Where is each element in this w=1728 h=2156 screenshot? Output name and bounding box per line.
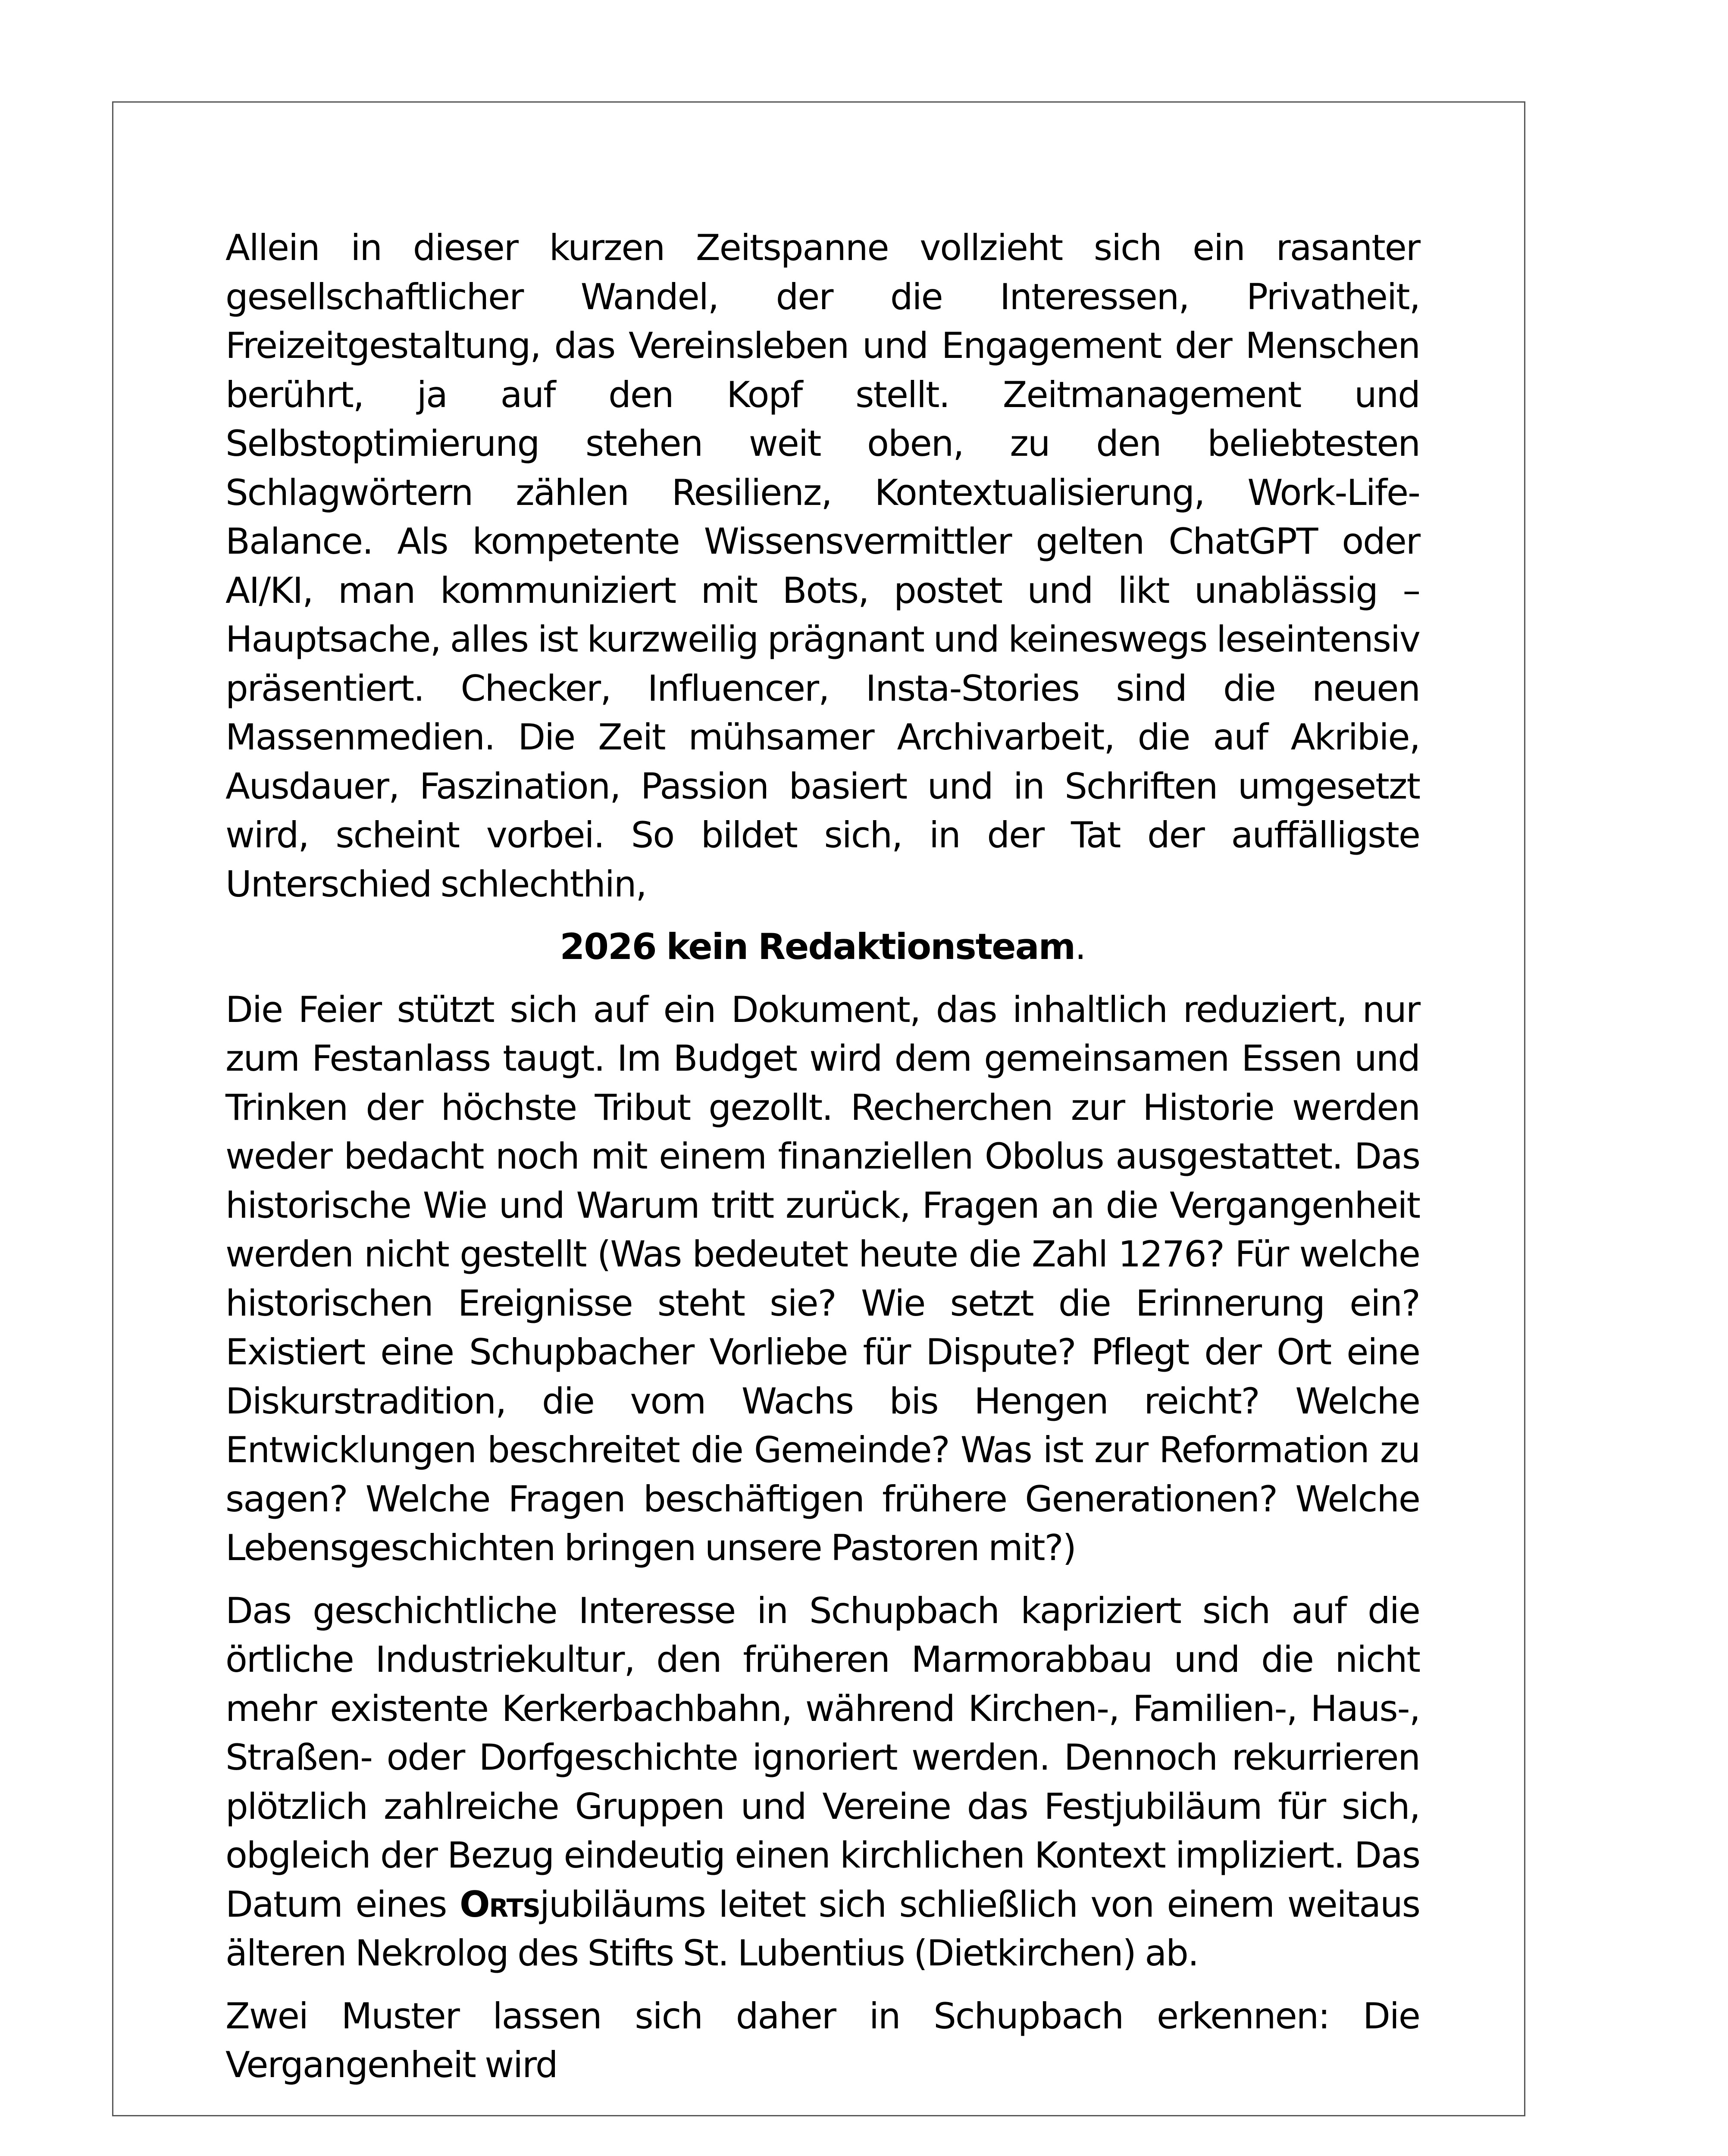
paragraph-3-start: Das geschichtliche Interesse in Schupbach kapriziert sich auf die örtliche Industriekultur, den früheren Marmorabbau und die nicht mehr existente Kerkerbachbahn, während Kirchen-, Familien-, Haus-, Straßen- oder Dorfgeschichte ignoriert werden. Dennoch rekurrieren plötzlich zahlreiche Gruppen und Vereine das Festjubiläum für sich, obgleich der Bezug eindeutig einen kirchlichen Kontext impliziert. Das Datum eines <box>225 1589 1420 1925</box>
paragraph-3-end: jubiläums leitet sich schließlich von einem weitaus älteren Nekrolog des Stifts St. Lubentius (Dietkirchen) ab. <box>225 1883 1420 1974</box>
paragraph-1: Allein in dieser kurzen Zeitspanne vollzieht sich ein rasanter gesellschaftlicher Wandel, der die Interessen, Privatheit, Freizeitgestaltung, das Vereinsleben und Engagement der Menschen berührt, ja auf den Kopf stellt. Zeitmanagement und Selbstoptimierung stehen weit oben, zu den beliebtesten Schlagwörtern zählen Resilienz, Kontextualisierung, Work-Life-Balance. Als kompetente Wissensvermittler gelten ChatGPT oder AI/KI, man kommuniziert mit Bots, postet und likt unablässig – Hauptsache, alles ist kurzweilig prägnant und keineswegs leseintensiv präsentiert. Checker, Influencer, Insta-Stories sind die neuen Massenmedien. Die Zeit mühsamer Archivarbeit, die auf Akribie, Ausdauer, Faszination, Passion basiert und in Schriften umgesetzt wird, scheint vorbei. So bildet sich, in der Tat der auffälligste Unterschied schlechthin, <box>225 227 1420 905</box>
paragraph-4: Zwei Muster lassen sich daher in Schupbach erkennen: Die Vergangenheit wird <box>225 1995 1420 2086</box>
highlight-period: . <box>1075 926 1086 968</box>
highlight-line <box>225 922 1420 971</box>
document-body <box>225 223 1420 2090</box>
paragraph-2: Die Feier stützt sich auf ein Dokument, das inhaltlich reduziert, nur zum Festanlass taugt. Im Budget wird dem gemeinsamen Essen und Trinken der höchste Tribut gezollt. Recherchen zur Historie werden weder bedacht noch mit einem finanziellen Obolus ausgestattet. Das historische Wie und Warum tritt zurück, Fragen an die Vergangenheit werden nicht gestellt (Was bedeutet heute die Zahl 1276? Für welche historischen Ereignisse steht sie? Wie setzt die Erinnerung ein? Existiert eine Schupbacher Vorliebe für Dispute? Pflegt der Ort eine Diskurstradition, die vom Wachs bis Hengen reicht? Welche Entwicklungen beschreitet die Gemeinde? Was ist zur Reformation zu sagen? Welche Fragen beschäftigen frühere Generationen? Welche Lebensgeschichten bringen unsere Pastoren mit?) <box>225 988 1420 1569</box>
highlight-bold-text: 2026 kein Redaktionsteam <box>560 926 1075 968</box>
paragraph-3 <box>225 1586 1420 1978</box>
orts-smallcaps: Orts <box>459 1883 540 1925</box>
